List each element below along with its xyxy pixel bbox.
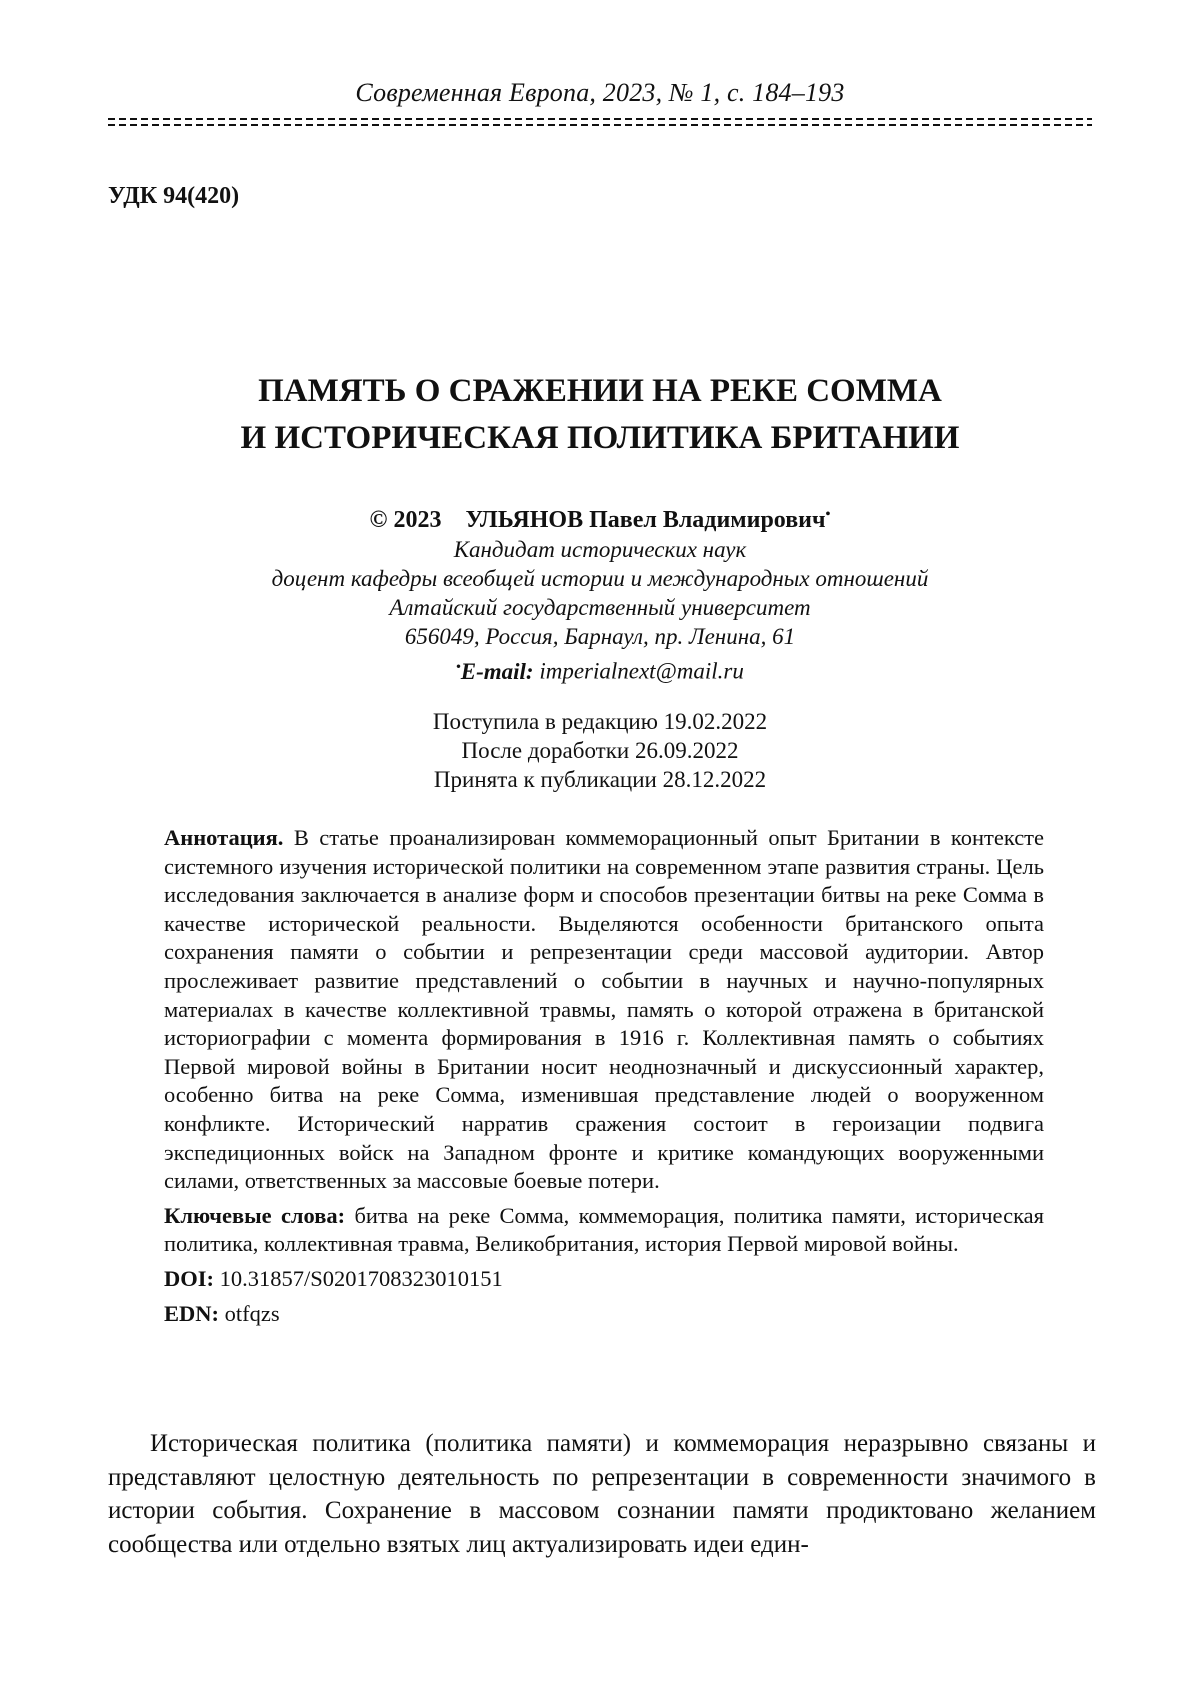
keywords-text: битва на реке Сомма, коммеморация, политика памяти, историческая политика, коллективная травма, Великобритания, история Первой мировой войны. [164,1202,1045,1257]
abstract-label: Аннотация. [164,825,284,850]
edn-value: otfqzs [224,1300,280,1326]
running-head: Современная Европа, 2023, № 1, с. 184–193 [355,78,845,107]
author-degree: Кандидат исторических наук [453,537,747,562]
abstract-section [164,824,1044,1328]
date-revised: После доработки 26.09.2022 [461,738,739,763]
date-received: Поступила в редакцию 19.02.2022 [432,709,768,734]
title-line-2: И ИСТОРИЧЕСКАЯ ПОЛИТИКА БРИТАНИИ [240,420,960,456]
edn-label: EDN: [164,1300,219,1326]
body-paragraph-1: Историческая политика (политика памяти) и коммеморация неразрывно связаны и представляют целостную деятельность по репрезентации в современности значимого в истории события. Сохранение в массовом сознании памяти продиктовано желанием сообщества или отдельно взятых лиц актуализировать идеи един- [108,1430,1096,1558]
article-title [0,368,1200,462]
copyright: © 2023 [369,507,442,533]
body-text [108,1427,1096,1561]
doi-label: DOI: [164,1265,214,1291]
author-position: доцент кафедры всеобщей истории и международных отношений [271,566,929,591]
author-line [0,500,1200,535]
author-marker: • [825,507,831,522]
date-accepted: Принята к публикации 28.12.2022 [433,767,767,792]
keywords-label: Ключевые слова: [164,1202,346,1228]
udk-code: УДК 94(420) [108,183,240,209]
abstract-paragraph [164,824,1044,1196]
email-label: E-mail: [460,658,534,684]
author-block [0,500,1200,686]
email-marker: • [456,658,461,673]
publication-dates [0,707,1200,794]
keywords-paragraph [164,1202,1044,1259]
email-link[interactable]: imperialnext@mail.ru [539,658,744,684]
author-name: УЛЬЯНОВ Павел Владимирович [465,507,826,533]
edn-line [164,1300,1044,1329]
author-university: Алтайский государственный университет [389,595,811,620]
email-label-group [456,659,533,684]
header-double-rule [108,117,1092,127]
doi-line [164,1265,1044,1294]
doi-value[interactable]: 10.31857/S0201708323010151 [219,1265,503,1291]
abstract-text: В статье проанализирован коммеморационный опыт Британии в контексте системного изучения исторической политики на современном этапе развития страны. Цель исследования заключается в анализе форм и способов презентации битвы на реке Сомма в качестве исторической реальности. Выделяются особенности британского опыта сохранения памяти о событии и репрезентации среди массовой аудитории. Автор прослеживает развитие представлений о событии в научных и научно-популярных материалах в качестве коллективной травмы, память о которой отражена в британской историографии с момента формирования в 1916 г. Коллективная память о событиях Первой мировой войны в Британии носит неоднозначный и дискуссионный характер, особенно битва на реке Сомма, изменившая представление людей о вооруженном конфликте. Исторический нарратив сражения состоит в героизации подвига экспедиционных войск на Западном фронте и критике командующих вооруженными силами, ответственных за массовые боевые потери. [164,825,1045,1194]
title-line-1: ПАМЯТЬ О СРАЖЕНИИ НА РЕКЕ СОММА [258,373,942,409]
author-address: 656049, Россия, Барнаул, пр. Ленина, 61 [404,624,796,649]
author-email-line [0,651,1200,686]
